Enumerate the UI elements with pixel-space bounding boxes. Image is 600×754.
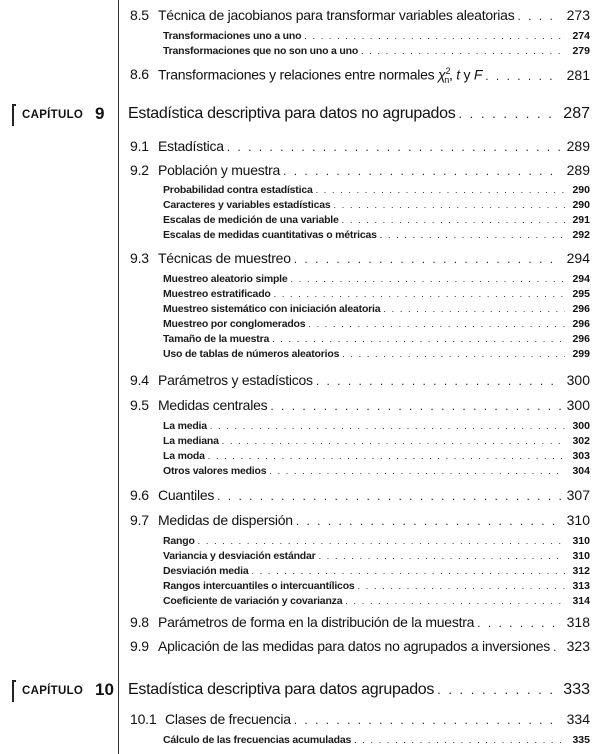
subsection-title: Transformaciones uno a uno (163, 30, 302, 42)
toc-subsection[interactable] (0, 435, 600, 450)
page-number: 310 (572, 535, 590, 547)
toc-section-9-1[interactable] (0, 138, 600, 158)
page-number: 287 (563, 105, 590, 122)
page-number: 289 (566, 138, 590, 154)
page-number: 318 (566, 614, 590, 630)
section-title: Técnicas de muestreo (158, 250, 291, 266)
section-number: 9.6 (130, 487, 149, 503)
page-number: 310 (566, 512, 590, 528)
section-number: 9.2 (130, 162, 149, 178)
toc-subsection[interactable] (0, 199, 600, 214)
page-number: 291 (572, 214, 590, 226)
toc-section-9-4[interactable] (0, 372, 600, 392)
leader-dots (458, 106, 557, 121)
leader-dots (252, 566, 565, 576)
section-title: Técnica de jacobianos para transformar variables aleatorias (158, 7, 515, 23)
subsection-title: Cálculo de las frecuencias acumuladas (163, 734, 352, 746)
chapter-label (12, 104, 117, 126)
page-number: 281 (566, 66, 590, 83)
leader-dots (342, 349, 565, 359)
toc-section-9-7[interactable] (0, 512, 600, 532)
section-title: Medidas centrales (158, 397, 268, 413)
leader-dots (316, 374, 561, 388)
section-title: Transformaciones y relaciones entre normales $\chi^2_n$, t y F (158, 66, 483, 86)
subsection-title: Coeficiente de variación y covarianza (163, 595, 343, 607)
section-number: 9.5 (130, 397, 149, 413)
subsection-title: Probabilidad contra estadística (163, 184, 313, 196)
chapter-frame-mark (12, 680, 16, 702)
toc-subsection[interactable] (0, 45, 600, 60)
page-number: 300 (572, 420, 590, 432)
toc-subsection[interactable] (0, 333, 600, 348)
leader-dots (283, 164, 561, 178)
toc-subsection[interactable] (0, 420, 600, 435)
section-number: 10.1 (130, 711, 157, 727)
section-number: 8.5 (130, 7, 149, 23)
leader-dots (437, 682, 557, 697)
leader-dots (217, 489, 561, 503)
toc-subsection[interactable] (0, 214, 600, 229)
page-number: 300 (566, 397, 590, 413)
leader-dots (517, 9, 561, 23)
page-number: 299 (572, 348, 590, 360)
page-number: 294 (572, 273, 590, 285)
page-number: 300 (566, 372, 590, 388)
section-number: 9.9 (130, 638, 149, 654)
toc-section-9-3[interactable] (0, 250, 600, 270)
chapter-number: 9 (95, 104, 105, 123)
toc-section-9-2[interactable] (0, 162, 600, 182)
section-title: Clases de frecuencia (165, 711, 291, 727)
leader-dots (270, 399, 561, 413)
page-number: 273 (566, 7, 590, 23)
toc-subsection[interactable] (0, 565, 600, 580)
page-number: 296 (572, 318, 590, 330)
section-number: 9.7 (130, 512, 149, 528)
toc-subsection[interactable] (0, 580, 600, 595)
toc-section-9-9[interactable] (0, 638, 600, 658)
chapter-label (12, 680, 117, 702)
leader-dots (296, 514, 561, 528)
section-number: 9.4 (130, 372, 149, 388)
leader-dots (227, 140, 561, 154)
page-number: 314 (572, 595, 590, 607)
subsection-title: Muestreo por conglomerados (163, 318, 306, 330)
page-number: 292 (572, 229, 590, 241)
page-number: 313 (572, 580, 590, 592)
toc-section-8-6[interactable] (0, 66, 600, 88)
toc-subsection[interactable] (0, 30, 600, 45)
page-number: 296 (572, 333, 590, 345)
leader-dots (354, 735, 565, 745)
toc-section-9-8[interactable] (0, 614, 600, 634)
page-number: 323 (566, 638, 590, 654)
toc-subsection[interactable] (0, 535, 600, 550)
toc-subsection[interactable] (0, 734, 600, 749)
subsection-title: Uso de tablas de números aleatorios (163, 348, 340, 360)
page-number: 307 (566, 487, 590, 503)
leader-dots (304, 31, 565, 41)
toc-subsection[interactable] (0, 303, 600, 318)
leader-dots (380, 230, 565, 240)
subsection-title: Desviación media (163, 565, 249, 577)
subsection-title: Transformaciones que no son uno a uno (163, 45, 359, 57)
page-number: 312 (572, 565, 590, 577)
section-title: Población y muestra (158, 162, 281, 178)
chapter-title: Estadística descriptiva para datos agrupados (128, 681, 435, 698)
section-number: 9.8 (130, 614, 149, 630)
page-number: 302 (572, 435, 590, 447)
toc-subsection[interactable] (0, 184, 600, 199)
chapter-number: 10 (95, 680, 114, 699)
subsection-title: Escalas de medidas cuantitativas o métricas (163, 229, 377, 241)
page-number: 290 (572, 184, 590, 196)
section-title: Aplicación de las medidas para datos no agrupados a inversiones (158, 638, 551, 654)
leader-dots (358, 581, 565, 591)
toc-section-9-6[interactable] (0, 487, 600, 507)
toc-section-8-5[interactable] (0, 7, 600, 27)
section-number: 8.6 (130, 66, 149, 82)
toc-subsection[interactable] (0, 595, 600, 610)
page-number: 335 (572, 734, 590, 746)
chapter-title: Estadística descriptiva para datos no agrupados (128, 105, 456, 122)
section-title: Medidas de dispersión (158, 512, 293, 528)
leader-dots (334, 200, 565, 210)
leader-dots (319, 551, 565, 561)
chapter-frame-mark (12, 104, 16, 126)
leader-dots (294, 713, 561, 727)
leader-dots (477, 616, 561, 630)
leader-dots (361, 46, 565, 56)
toc-subsection[interactable] (0, 450, 600, 465)
section-title: Parámetros y estadísticos (158, 372, 313, 388)
subsection-title: Muestreo sistemático con iniciación aleatoria (163, 303, 381, 315)
leader-dots (208, 451, 565, 461)
toc-subsection[interactable] (0, 229, 600, 244)
subsection-title: Variancia y desviación estándar (163, 550, 316, 562)
page-number: 289 (566, 162, 590, 178)
toc-chapter-10[interactable] (0, 680, 600, 704)
page-number: 310 (572, 550, 590, 562)
toc-section-9-5[interactable] (0, 397, 600, 417)
toc-subsection[interactable] (0, 288, 600, 303)
section-title: Cuantiles (158, 487, 215, 503)
page-number: 333 (563, 681, 590, 698)
leader-dots (272, 334, 565, 344)
subsection-title: La media (163, 420, 207, 432)
section-title: Estadística (158, 138, 224, 154)
page-number: 296 (572, 303, 590, 315)
page-number: 334 (566, 711, 590, 727)
leader-dots (485, 69, 561, 83)
section-number: 9.1 (130, 138, 149, 154)
leader-dots (342, 215, 565, 225)
leader-dots (308, 319, 565, 329)
toc-subsection[interactable] (0, 465, 600, 480)
leader-dots (383, 304, 565, 314)
subsection-title: Tamaño de la muestra (163, 333, 270, 345)
leader-dots (345, 596, 565, 606)
chapter-word: CAPÍTULO (22, 109, 84, 121)
leader-dots (291, 274, 565, 284)
page-number: 295 (572, 288, 590, 300)
chapter-word: CAPÍTULO (22, 685, 84, 697)
leader-dots (553, 640, 561, 654)
toc-chapter-9[interactable] (0, 104, 600, 128)
subsection-title: La mediana (163, 435, 219, 447)
toc-subsection[interactable] (0, 348, 600, 363)
leader-dots (210, 421, 565, 431)
leader-dots (316, 185, 565, 195)
subsection-title: Rango (163, 535, 195, 547)
toc-section-10-1[interactable] (0, 711, 600, 731)
toc-subsection[interactable] (0, 318, 600, 333)
subsection-title: Muestreo aleatorio simple (163, 273, 288, 285)
subsection-title: Escalas de medición de una variable (163, 214, 339, 226)
section-title: Parámetros de forma en la distribución de la muestra (158, 614, 475, 630)
leader-dots (198, 536, 565, 546)
toc-subsection[interactable] (0, 273, 600, 288)
leader-dots (222, 436, 565, 446)
page-number: 290 (572, 199, 590, 211)
leader-dots (269, 466, 565, 476)
subsection-title: Caracteres y variables estadísticas (163, 199, 331, 211)
leader-dots (294, 252, 561, 266)
leader-dots (274, 289, 565, 299)
subsection-title: Otros valores medios (163, 465, 267, 477)
page-number: 303 (572, 450, 590, 462)
subsection-title: Rangos intercuantiles o intercuantílicos (163, 580, 355, 592)
page-number: 279 (572, 45, 590, 57)
page-number: 274 (572, 30, 590, 42)
page-number: 294 (566, 250, 590, 266)
subsection-title: Muestreo estratificado (163, 288, 271, 300)
section-number: 9.3 (130, 250, 149, 266)
subsection-title: La moda (163, 450, 205, 462)
page-number: 304 (572, 465, 590, 477)
toc-subsection[interactable] (0, 550, 600, 565)
